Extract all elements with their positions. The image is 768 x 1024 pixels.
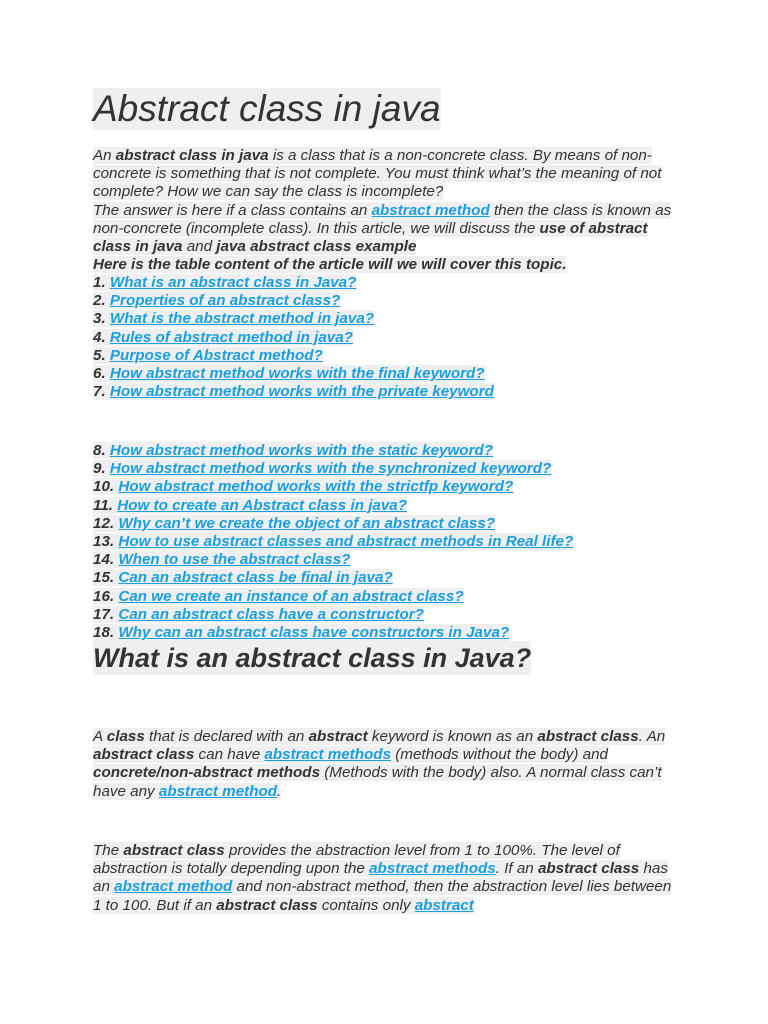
toc-link[interactable]: What is an abstract class in Java? [109, 274, 357, 291]
toc-item[interactable]: 6. How abstract method works with the final keyword? [93, 364, 485, 382]
intro-paragraph-2: The answer is here if a class contains an abstract method then the class is known as non-concrete (incomplete class). In this article, we will discuss the use of abstract class in java and java abstract class example [93, 201, 672, 256]
abstract-link[interactable]: abstract [414, 896, 474, 914]
toc-link[interactable]: Properties of an abstract class? [109, 292, 341, 310]
toc-item[interactable]: 15. Can an abstract class be final in java? [93, 569, 393, 587]
toc-link[interactable]: Why can’t we create the object of an abstract class? [118, 514, 496, 532]
abstract-methods-link[interactable]: abstract methods [264, 746, 392, 764]
toc-item[interactable]: 18. Why can an abstract class have constructors in Java? [93, 623, 510, 641]
abstract-method-link[interactable]: abstract method [158, 782, 278, 800]
abstract-method-link[interactable]: abstract method [114, 878, 233, 896]
toc-link[interactable]: How abstract method works with the static keyword? [109, 442, 494, 459]
toc-link[interactable]: How to create an Abstract class in java? [117, 496, 408, 514]
intro [93, 147, 683, 274]
toc-link[interactable]: Why can an abstract class have constructors in Java? [118, 623, 510, 641]
toc-link[interactable]: When to use the abstract class? [118, 551, 351, 569]
toc-item[interactable]: 8. How abstract method works with the static keyword? [93, 442, 494, 459]
toc-item[interactable]: 2. Properties of an abstract class? [93, 292, 341, 310]
toc-link[interactable]: Can we create an instance of an abstract class? [118, 587, 464, 605]
toc-item[interactable]: 3. What is the abstract method in java? [93, 310, 375, 328]
toc-item[interactable]: 4. Rules of abstract method in java? [93, 328, 353, 346]
abstract-methods-link[interactable]: abstract methods [369, 860, 496, 878]
toc-link[interactable]: How abstract method works with the private keyword [109, 383, 494, 401]
toc-item[interactable]: 13. How to use abstract classes and abstract methods in Real life? [93, 532, 574, 550]
toc-item[interactable]: 17. Can an abstract class have a constructor? [93, 605, 424, 623]
toc-item[interactable]: 1. What is an abstract class in Java? [93, 274, 357, 291]
toc-link[interactable]: How abstract method works with the final keyword? [109, 364, 485, 382]
intro-paragraph-3: Here is the table content of the article will we will cover this topic. [93, 256, 567, 274]
toc-link[interactable]: Purpose of Abstract method? [109, 346, 323, 364]
toc-item[interactable]: 14. When to use the abstract class? [93, 551, 351, 569]
toc-item[interactable]: 11. How to create an Abstract class in java? [93, 496, 408, 514]
toc-link[interactable]: Rules of abstract method in java? [109, 328, 353, 346]
toc-item[interactable]: 9. How abstract method works with the synchronized keyword? [93, 460, 552, 478]
toc-link[interactable]: How to use abstract classes and abstract methods in Real life? [118, 532, 574, 550]
abstract-method-link[interactable]: abstract method [371, 201, 490, 219]
toc-link[interactable]: Can an abstract class have a constructor? [118, 605, 424, 623]
toc-list-part1 [93, 274, 683, 401]
section-paragraph-1: A class that is declared with an abstract keyword is known as an abstract class. An abstract class can have abstract methods (methods without the body) and concrete/non-abstract methods (Methods with the body) also. A normal class can’t have any abstract method. [93, 728, 666, 800]
toc-link[interactable]: How abstract method works with the synchronized keyword? [109, 460, 552, 478]
toc-list-part2 [93, 442, 683, 642]
toc-link[interactable]: How abstract method works with the strictfp keyword? [118, 478, 514, 496]
toc-item[interactable]: 5. Purpose of Abstract method? [93, 346, 323, 364]
toc-item[interactable]: 10. How abstract method works with the strictfp keyword? [93, 478, 514, 496]
section-heading: What is an abstract class in Java? [93, 643, 532, 673]
toc-link[interactable]: What is the abstract method in java? [109, 310, 375, 328]
toc-item[interactable]: 16. Can we create an instance of an abstract class? [93, 587, 464, 605]
intro-paragraph-1: An abstract class in java is a class that is a non-concrete class. By means of non-concrete is something that is not complete. You must think what’s the meaning of not complete? How we can say the class is incomplete? [93, 147, 662, 201]
section-paragraph-2: The abstract class provides the abstraction level from 1 to 100%. The level of abstraction is totally depending upon the abstract methods. If an abstract class has an abstract method and non-abstract method, then the abstraction level lies between 1 to 100. But if an abstract class contains only abstract [93, 842, 672, 914]
toc-link[interactable]: Can an abstract class be final in java? [118, 569, 393, 587]
page-title: Abstract class in java [93, 88, 441, 129]
toc-item[interactable]: 7. How abstract method works with the private keyword [93, 383, 494, 401]
toc-item[interactable]: 12. Why can’t we create the object of an abstract class? [93, 514, 496, 532]
